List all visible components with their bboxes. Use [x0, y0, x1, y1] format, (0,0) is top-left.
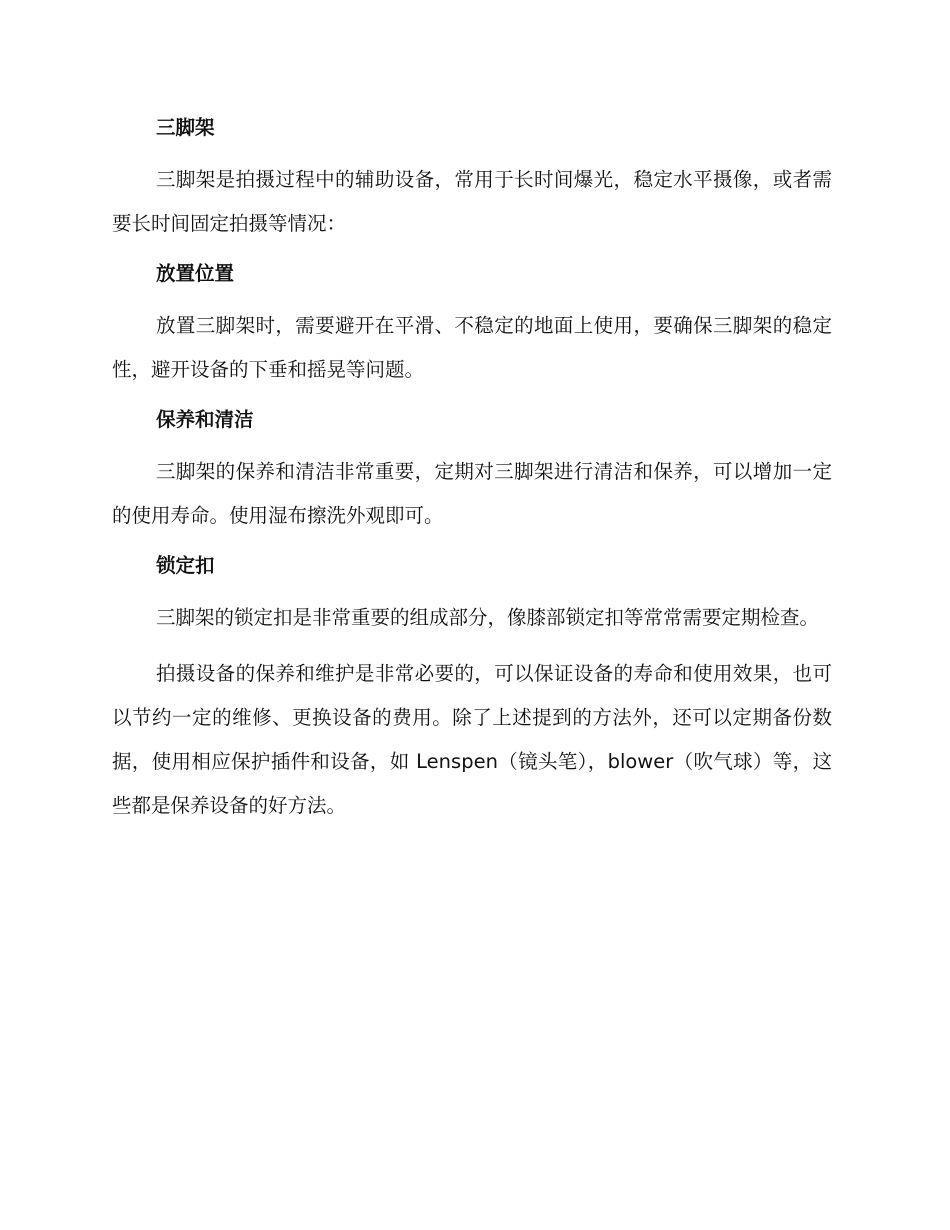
section-heading-lock: 锁定扣: [156, 554, 215, 577]
section-heading-tripod: 三脚架: [156, 116, 215, 139]
section-heading-maintenance: 保养和清洁: [156, 408, 254, 431]
section-paragraph-lock: 三脚架的锁定扣是非常重要的组成部分，像膝部锁定扣等常常需要定期检查。: [156, 606, 820, 629]
section-heading-placement: 放置位置: [156, 262, 235, 285]
section-paragraph-maintenance: 三脚架的保养和清洁非常重要，定期对三脚架进行清洁和保养，可以增加一定的使用寿命。使用湿布擦洗外观即可。: [112, 460, 832, 527]
section-paragraph-placement: 放置三脚架时，需要避开在平滑、不稳定的地面上使用，要确保三脚架的稳定性，避开设备的下垂和摇晃等问题。: [112, 314, 832, 381]
document-body: [112, 112, 832, 828]
conclusion-paragraph: 拍摄设备的保养和维护是非常必要的，可以保证设备的寿命和使用效果，也可以节约一定的维修、更换设备的费用。除了上述提到的方法外，还可以定期备份数据，使用相应保护插件和设备，如 Lenspen（镜头笔），blower（吹气球）等，这些都是保养设备的好方法。: [112, 662, 832, 817]
section-paragraph-tripod: 三脚架是拍摄过程中的辅助设备，常用于长时间爆光，稳定水平摄像，或者需要长时间固定拍摄等情况：: [112, 168, 832, 235]
